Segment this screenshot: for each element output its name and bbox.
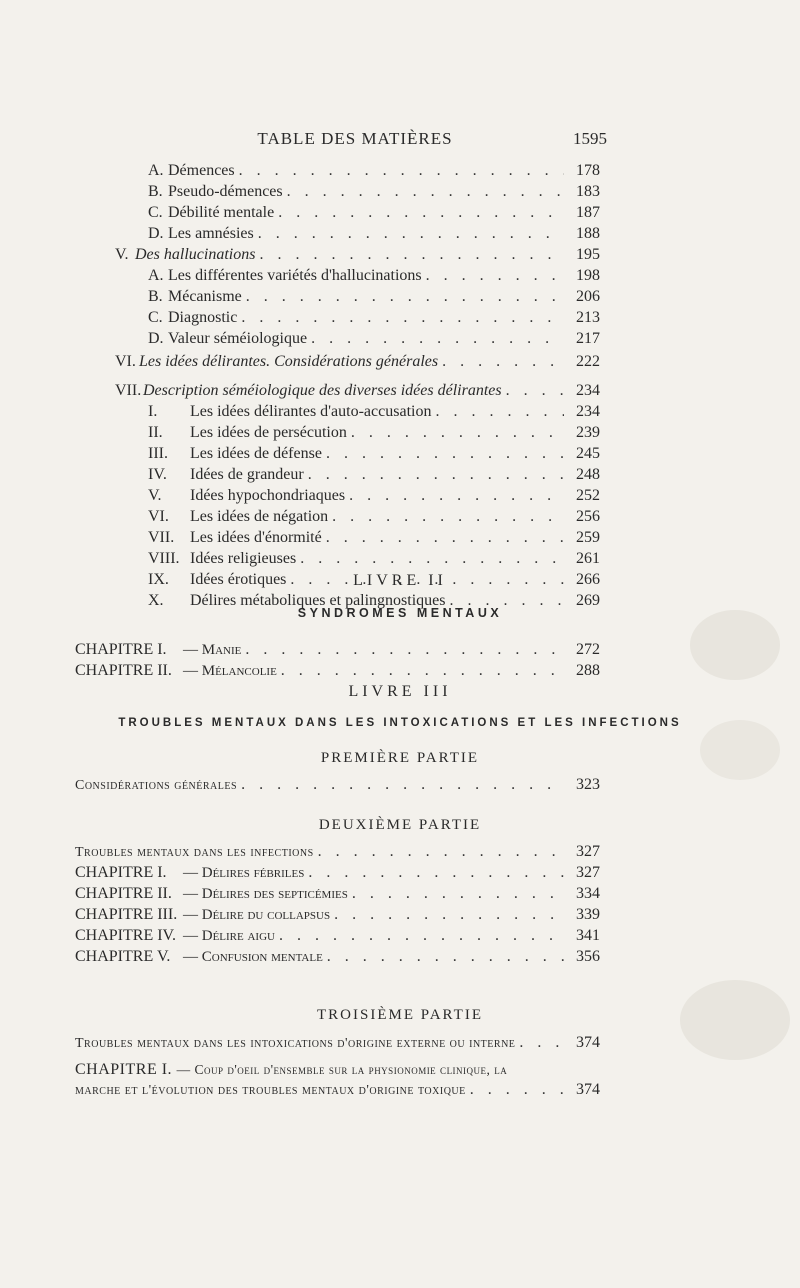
entry-page: 198 xyxy=(576,267,600,284)
page-number: 1595 xyxy=(573,129,607,148)
entry-label: Pseudo-démences xyxy=(168,183,283,200)
toc-entry xyxy=(148,487,600,507)
dot-leader xyxy=(308,864,564,882)
toc-entry xyxy=(148,204,600,224)
entry-number: VI. xyxy=(148,508,169,525)
entry-page: 288 xyxy=(576,662,600,679)
entry-label: — Délire du collapsus xyxy=(183,907,331,923)
dot-leader xyxy=(332,508,564,526)
entry-number: V. xyxy=(148,487,162,504)
entry-label: Les idées de négation xyxy=(190,508,329,525)
entry-page: 356 xyxy=(576,948,600,965)
dot-leader xyxy=(326,445,564,463)
entry-number: VIII. xyxy=(148,550,180,567)
entry-page: 248 xyxy=(576,466,600,483)
toc-entry xyxy=(115,246,600,266)
toc-entry xyxy=(75,662,600,682)
entry-label: Les idées de persécution xyxy=(190,424,347,441)
dot-leader xyxy=(442,353,564,371)
dot-leader xyxy=(300,550,564,568)
entry-page: 339 xyxy=(576,906,600,923)
toc-entry xyxy=(148,550,600,570)
toc-entry xyxy=(75,776,600,796)
entry-label: Démences xyxy=(168,162,235,179)
entry-page: 239 xyxy=(576,424,600,441)
entry-number: I. xyxy=(148,403,158,420)
entry-number: C. xyxy=(148,309,163,326)
toc-entry xyxy=(75,927,600,947)
dot-leader xyxy=(287,183,564,201)
dot-leader xyxy=(426,267,564,285)
toc-entry xyxy=(148,403,600,423)
entry-number: III. xyxy=(148,445,168,462)
entry-label: Les idées délirantes d'auto-accusation xyxy=(190,403,432,420)
entry-label: Troubles mentaux dans les infections xyxy=(75,845,314,860)
entry-page: 183 xyxy=(576,183,600,200)
entry-number: CHAPITRE I. xyxy=(75,864,167,881)
dot-leader xyxy=(349,487,564,505)
livre-ii-title: LIVRE II xyxy=(353,572,447,589)
entry-number: CHAPITRE V. xyxy=(75,948,171,965)
toc-entry xyxy=(115,382,600,402)
toc-entry xyxy=(148,162,600,182)
entry-page: 234 xyxy=(576,382,600,399)
entry-number: A. xyxy=(148,162,164,179)
dot-leader xyxy=(245,641,564,659)
dot-leader xyxy=(239,162,564,180)
entry-page: 245 xyxy=(576,445,600,462)
dot-leader xyxy=(318,843,564,861)
entry-page: 252 xyxy=(576,487,600,504)
entry-page: 213 xyxy=(576,309,600,326)
entry-number: C. xyxy=(148,204,163,221)
toc-entry xyxy=(148,309,600,329)
entry-page: 178 xyxy=(576,162,600,179)
toc-entry xyxy=(75,843,600,863)
dot-leader xyxy=(311,330,564,348)
entry-page: 327 xyxy=(576,843,600,860)
entry-number: VII. xyxy=(148,529,175,546)
chapter-entry-line2 xyxy=(75,1081,600,1101)
dot-leader xyxy=(308,466,564,484)
toc-entry xyxy=(75,1034,600,1054)
entry-label: Des hallucinations xyxy=(135,246,256,263)
entry-number: II. xyxy=(148,424,163,441)
entry-label: Débilité mentale xyxy=(168,204,275,221)
page-title: TABLE DES MATIÈRES xyxy=(257,129,453,148)
entry-label: — Confusion mentale xyxy=(183,949,323,965)
dot-leader xyxy=(246,288,564,306)
dot-leader xyxy=(278,204,564,222)
entry-label: Les idées d'énormité xyxy=(190,529,322,546)
entry-page: 323 xyxy=(576,776,600,793)
entry-number: D. xyxy=(148,330,164,347)
entry-label: — Délires des septicémies xyxy=(183,886,348,902)
entry-page: 222 xyxy=(576,353,600,370)
toc-entry xyxy=(148,424,600,444)
toc-entry xyxy=(115,353,600,373)
entry-number: IV. xyxy=(148,466,167,483)
entry-label: Les différentes variétés d'hallucinations xyxy=(168,267,422,284)
entry-label: Idées érotiques xyxy=(190,571,287,588)
toc-entry xyxy=(148,508,600,528)
entry-label: — Manie xyxy=(183,642,242,658)
livre-ii-subtitle: SYNDROMES MENTAUX xyxy=(297,606,503,620)
entry-label: Les idées de défense xyxy=(190,445,322,462)
entry-label: — Coup d'oeil d'ensemble sur la physionomie clinique, la xyxy=(176,1062,508,1077)
entry-page: 234 xyxy=(576,403,600,420)
entry-page: 374 xyxy=(576,1081,600,1098)
entry-number: B. xyxy=(148,288,163,305)
entry-label: Diagnostic xyxy=(168,309,238,326)
dot-leader xyxy=(352,885,564,903)
livre-iii-subtitle: TROUBLES MENTAUX DANS LES INTOXICATIONS ET LES INFECTIONS xyxy=(118,717,682,729)
entry-number: B. xyxy=(148,183,163,200)
toc-entry xyxy=(75,885,600,905)
dot-leader xyxy=(258,225,564,243)
livre-iii-title: LIVRE III xyxy=(348,683,452,700)
toc-entry xyxy=(75,864,600,884)
entry-label: — Délire aigu xyxy=(183,928,275,944)
dot-leader xyxy=(241,309,564,327)
entry-label: Les amnésies xyxy=(168,225,254,242)
entry-label: Troubles mentaux dans les intoxications d'origine externe ou interne xyxy=(75,1036,516,1051)
dot-leader xyxy=(519,1034,564,1052)
entry-label: marche et l'évolution des troubles mentaux d'origine toxique xyxy=(75,1083,466,1098)
entry-page: 266 xyxy=(576,571,600,588)
dot-leader xyxy=(326,529,564,547)
toc-entry xyxy=(148,529,600,549)
dot-leader xyxy=(259,246,564,264)
part1-title: PREMIÈRE PARTIE xyxy=(320,750,480,766)
dot-leader xyxy=(327,948,564,966)
paper-stain xyxy=(690,610,780,680)
part3-title: TROISIÈME PARTIE xyxy=(317,1007,483,1023)
entry-label: Les idées délirantes. Considérations générales xyxy=(139,353,439,370)
toc-entry xyxy=(148,288,600,308)
entry-page: 206 xyxy=(576,288,600,305)
entry-label: Valeur séméiologique xyxy=(168,330,308,347)
toc-entry xyxy=(75,641,600,661)
entry-page: 341 xyxy=(576,927,600,944)
entry-number: CHAPITRE I. xyxy=(75,641,167,658)
entry-page: 334 xyxy=(576,885,600,902)
toc-entry xyxy=(148,225,600,245)
toc-entry xyxy=(148,445,600,465)
toc-entry xyxy=(75,948,600,968)
toc-entry xyxy=(75,906,600,926)
entry-page: 217 xyxy=(576,330,600,347)
entry-number: X. xyxy=(148,592,164,609)
entry-page: 187 xyxy=(576,204,600,221)
toc-entry xyxy=(148,466,600,486)
entry-number: CHAPITRE III. xyxy=(75,906,178,923)
entry-label: Idées hypochondriaques xyxy=(190,487,346,504)
entry-label: Mécanisme xyxy=(168,288,242,305)
dot-leader xyxy=(281,662,564,680)
dot-leader xyxy=(351,424,564,442)
toc-entry xyxy=(148,330,600,350)
toc-entry xyxy=(148,267,600,287)
toc-entry xyxy=(148,183,600,203)
entry-number: CHAPITRE IV. xyxy=(75,927,177,944)
entry-label: Délires métaboliques et palingnostiques xyxy=(190,592,446,609)
entry-page: 272 xyxy=(576,641,600,658)
dot-leader xyxy=(279,927,564,945)
entry-page: 259 xyxy=(576,529,600,546)
dot-leader xyxy=(470,1081,564,1099)
entry-page: 195 xyxy=(576,246,600,263)
entry-page: 374 xyxy=(576,1034,600,1051)
entry-label: Considérations générales xyxy=(75,778,238,793)
entry-number: CHAPITRE II. xyxy=(75,885,172,902)
entry-page: 261 xyxy=(576,550,600,567)
dot-leader xyxy=(241,776,564,794)
dot-leader xyxy=(506,382,564,400)
entry-number: CHAPITRE II. xyxy=(75,662,172,679)
part2-title: DEUXIÈME PARTIE xyxy=(318,817,482,833)
dot-leader xyxy=(435,403,564,421)
entry-number: IX. xyxy=(148,571,169,588)
entry-page: 269 xyxy=(576,592,600,609)
entry-number: VII. xyxy=(115,382,142,399)
entry-label: — Mélancolie xyxy=(183,663,277,679)
entry-number: V. xyxy=(115,246,129,263)
chapter-entry-line1 xyxy=(75,1061,507,1079)
entry-number: D. xyxy=(148,225,164,242)
entry-label: Idées de grandeur xyxy=(190,466,304,483)
dot-leader xyxy=(334,906,564,924)
entry-label: — Délires fébriles xyxy=(183,865,305,881)
entry-number: VI. xyxy=(115,353,136,370)
entry-label: Description séméiologique des diverses idées délirantes xyxy=(143,382,502,399)
entry-number: CHAPITRE I. xyxy=(75,1061,177,1078)
entry-page: 188 xyxy=(576,225,600,242)
entry-label: Idées religieuses xyxy=(190,550,297,567)
page-header xyxy=(110,129,800,149)
entry-page: 327 xyxy=(576,864,600,881)
entry-number: A. xyxy=(148,267,164,284)
entry-page: 256 xyxy=(576,508,600,525)
